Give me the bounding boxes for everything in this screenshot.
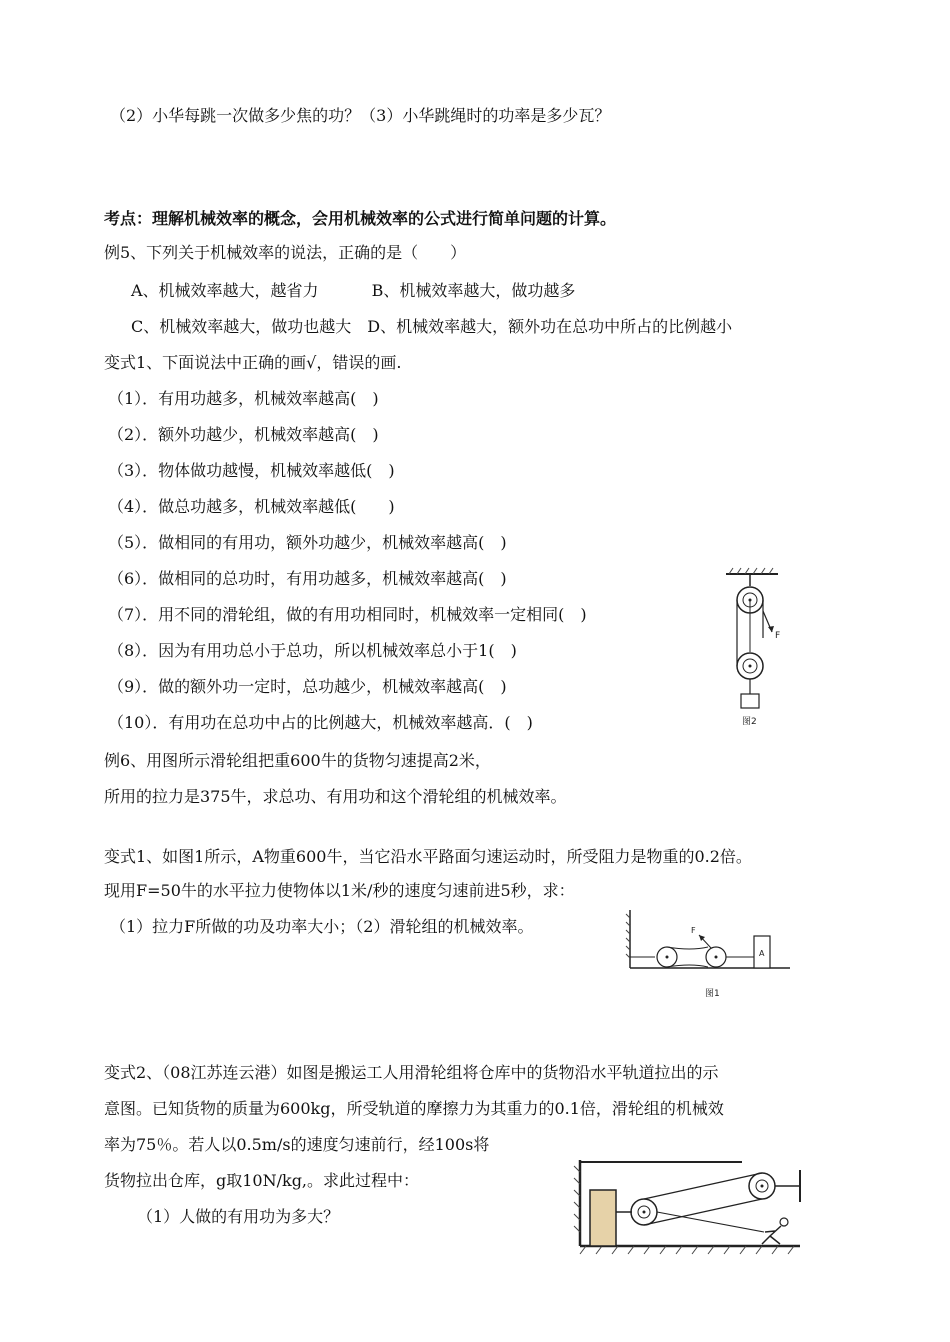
variant2-line2: 意图。已知货物的质量为600kg，所受轨道的摩擦力为其重力的0.1倍，滑轮组的机械效 — [104, 1099, 724, 1118]
pulley-figure-1 — [625, 908, 795, 1003]
variant1b-line3: （1）拉力F所做的功及功率大小；（2）滑轮组的机械效率。 — [110, 917, 534, 936]
fig2-caption: 图2 — [742, 717, 757, 727]
variant2-line3: 率为75％。若人以0.5m/s的速度匀速前行，经100s将 — [104, 1135, 490, 1154]
judge-item-8: （8）．因为有用功总小于总功，所以机械效率总小于1( ) — [108, 641, 517, 660]
judge-item-2: （2）．额外功越少，机械效率越高( ) — [108, 425, 379, 444]
pulley-figure-2 — [720, 566, 800, 736]
fig1-force-label: F — [691, 926, 696, 935]
judge-item-4: （4）．做总功越多，机械效率越低( ) — [108, 497, 395, 516]
judge-item-6: （6）．做相同的总功时，有用功越多，机械效率越高( ) — [108, 569, 507, 588]
variant1b-line1: 变式1、如图1所示，A物重600牛，当它沿水平路面匀速运动时，所受阻力是物重的0.2倍。 — [104, 847, 752, 866]
variant2-line1: 变式2、（08江苏连云港）如图是搬运工人用滑轮组将仓库中的货物沿水平轨道拉出的示 — [104, 1063, 719, 1082]
judge-item-7: （7）．用不同的滑轮组，做的有用功相同时，机械效率一定相同( ) — [108, 605, 587, 624]
judge-item-9: （9）．做的额外功一定时，总功越少，机械效率越高( ) — [108, 677, 507, 696]
question-jump-work: （2）小华每跳一次做多少焦的功？（3）小华跳绳时的功率是多少瓦？ — [110, 106, 611, 125]
judge-item-5: （5）．做相同的有用功，额外功越少，机械效率越高( ) — [108, 533, 507, 552]
fig1-block-label: A — [759, 949, 765, 958]
warehouse-pulley-figure — [566, 1142, 806, 1258]
variant2-line5: （1）人做的有用功为多大？ — [137, 1207, 340, 1226]
fig1-caption: 图1 — [705, 989, 720, 999]
example6-line2: 所用的拉力是375牛，求总功、有用功和这个滑轮组的机械效率。 — [104, 787, 567, 806]
fig2-force-label: F — [775, 631, 781, 641]
judge-item-3: （3）．物体做功越慢，机械效率越低( ) — [108, 461, 395, 480]
kaodian-heading: 考点：理解机械效率的概念，会用机械效率的公式进行简单问题的计算。 — [104, 209, 617, 228]
variant1-intro: 变式1、下面说法中正确的画√，错误的画. — [104, 353, 402, 372]
judge-item-1: （1）．有用功越多，机械效率越高( ) — [108, 389, 379, 408]
variant1b-line2: 现用F=50牛的水平拉力使物体以1米/秒的速度匀速前进5秒，求： — [104, 881, 575, 900]
variant2-line4: 货物拉出仓库，g取10N/kg,。求此过程中： — [104, 1171, 420, 1190]
example6-line1: 例6、用图所示滑轮组把重600牛的货物匀速提高2米， — [104, 751, 491, 770]
example5-question: 例5、下列关于机械效率的说法，正确的是（ ） — [104, 243, 467, 262]
judge-item-10: （10）．有用功在总功中占的比例越大，机械效率越高．( ) — [108, 713, 533, 732]
example5-options-ab: A、机械效率越大，越省力 B、机械效率越大，做功越多 — [131, 281, 576, 300]
example5-options-cd: C、机械效率越大，做功也越大 D、机械效率越大，额外功在总功中所占的比例越小 — [131, 317, 733, 336]
